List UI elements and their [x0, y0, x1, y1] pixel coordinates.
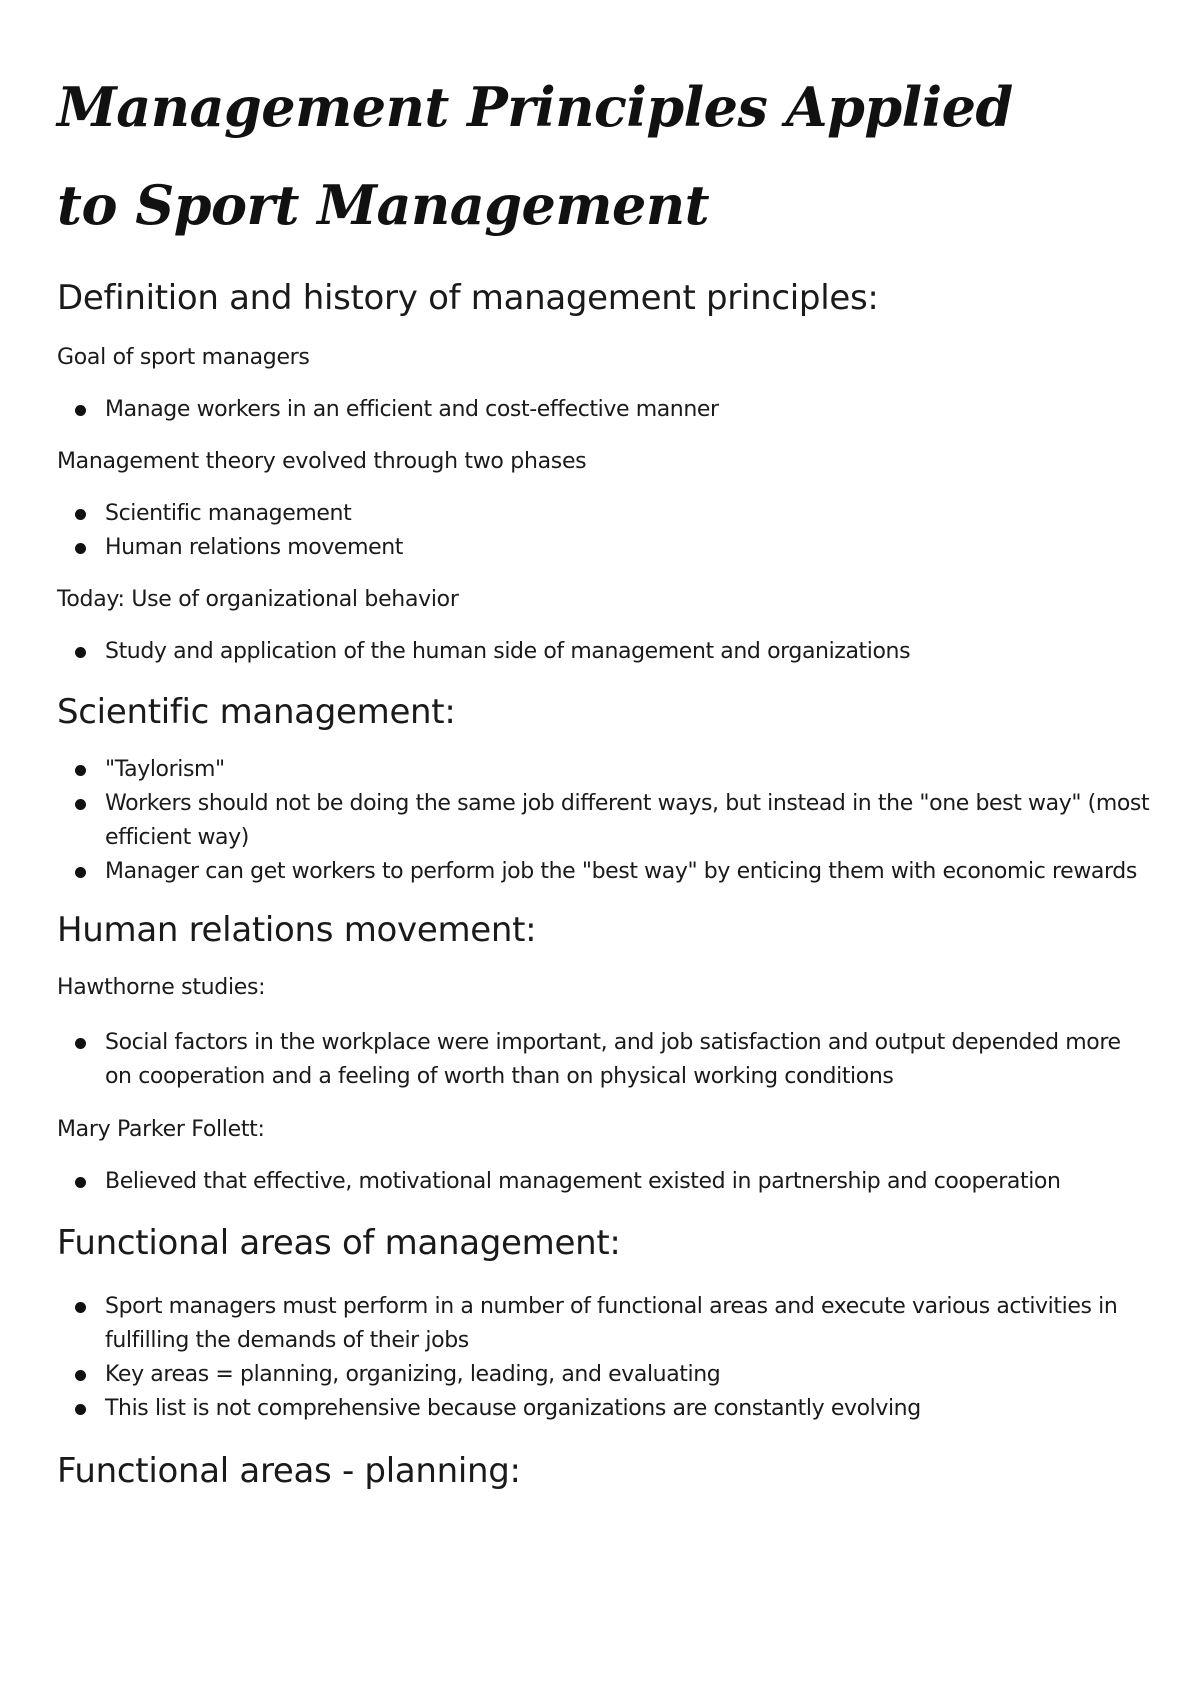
- bullet-icon: [75, 799, 86, 810]
- bullet-icon: [75, 405, 86, 416]
- list-item: [57, 393, 1152, 427]
- list-item: [57, 1290, 1152, 1358]
- list-item: [57, 1165, 1152, 1199]
- bullet-list: [57, 393, 1152, 427]
- list-item: [57, 855, 1152, 889]
- bullet-icon: [75, 543, 86, 554]
- bullet-list: [57, 1290, 1152, 1426]
- document-title: Management Principles Applied to Sport Management: [57, 75, 1013, 237]
- bullet-icon: [75, 1038, 86, 1049]
- list-item-text: Study and application of the human side of management and organizations: [105, 639, 911, 664]
- list-item: [57, 753, 1152, 787]
- list-item: [57, 635, 1152, 669]
- bullet-icon: [75, 765, 86, 776]
- bullet-icon: [75, 867, 86, 878]
- bullet-icon: [75, 647, 86, 658]
- list-item-text: Key areas = planning, organizing, leading, and evaluating: [105, 1362, 721, 1387]
- list-item: [57, 1358, 1152, 1392]
- list-item: [57, 787, 1152, 855]
- bullet-list: [57, 497, 1152, 565]
- subheading: Mary Parker Follett:: [57, 1117, 265, 1142]
- list-item-text: Human relations movement: [105, 535, 404, 560]
- list-item-text: Scientific management: [105, 501, 352, 526]
- list-item: [57, 1026, 1152, 1094]
- bullet-icon: [75, 1404, 86, 1415]
- bullet-list: [57, 635, 1152, 669]
- section-heading: Human relations movement:: [57, 910, 537, 950]
- list-item-text: "Taylorism": [105, 757, 225, 782]
- bullet-list: [57, 1026, 1152, 1094]
- list-item-text: Manager can get workers to perform job the "best way" by enticing them with economic rewards: [105, 859, 1137, 884]
- bullet-icon: [75, 509, 86, 520]
- section-heading: Scientific management:: [57, 692, 456, 732]
- list-item: [57, 497, 1152, 531]
- subheading: Hawthorne studies:: [57, 975, 266, 1000]
- list-item: [57, 1392, 1152, 1426]
- bullet-list: [57, 753, 1152, 889]
- bullet-list: [57, 1165, 1152, 1199]
- bullet-icon: [75, 1302, 86, 1313]
- list-item-text: Manage workers in an efficient and cost-effective manner: [105, 397, 719, 422]
- subheading: Management theory evolved through two phases: [57, 449, 587, 474]
- section-heading: Definition and history of management principles:: [57, 278, 879, 318]
- list-item-text: Workers should not be doing the same job different ways, but instead in the "one best way" (most efficient way): [105, 791, 1150, 850]
- list-item-text: Believed that effective, motivational management existed in partnership and cooperation: [105, 1169, 1061, 1194]
- bullet-icon: [75, 1370, 86, 1381]
- subheading: Goal of sport managers: [57, 345, 310, 370]
- subheading: Today: Use of organizational behavior: [57, 587, 459, 612]
- list-item-text: Sport managers must perform in a number of functional areas and execute various activities in fulfilling the demands of their jobs: [105, 1294, 1118, 1353]
- list-item: [57, 531, 1152, 565]
- bullet-icon: [75, 1177, 86, 1188]
- list-item-text: This list is not comprehensive because organizations are constantly evolving: [105, 1396, 921, 1421]
- section-heading: Functional areas of management:: [57, 1223, 621, 1263]
- list-item-text: Social factors in the workplace were important, and job satisfaction and output depended more on cooperation and a feeling of worth than on physical working conditions: [105, 1030, 1121, 1089]
- section-heading: Functional areas - planning:: [57, 1451, 521, 1491]
